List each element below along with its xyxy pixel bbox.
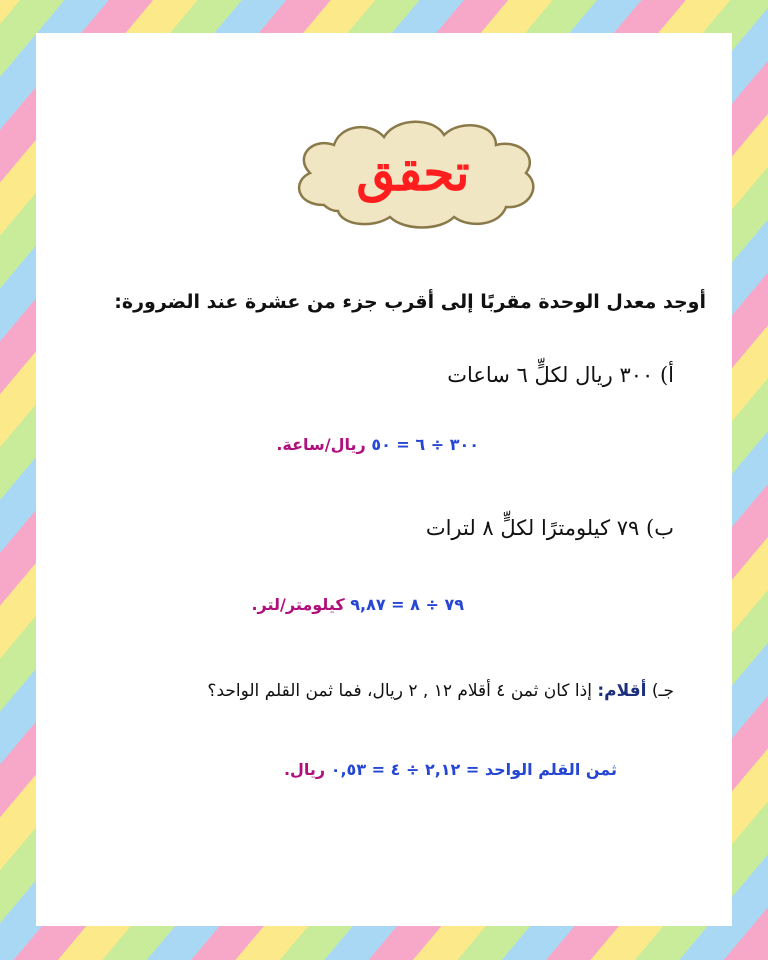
question-text: ٧٩ كيلومترًا لكلٍّ ٨ لترات (425, 516, 640, 540)
answer-unit: ريال. (283, 760, 326, 779)
question-label: ب) (646, 516, 674, 540)
answer-b (251, 595, 464, 614)
answer-a (276, 435, 479, 454)
worksheet-page (36, 33, 732, 926)
page-title: تحقق (356, 143, 470, 202)
answer-expression: ثمن القلم الواحد = ٢,١٢ ÷ ٤ = ٠,٥٣ (330, 760, 617, 779)
question-b (426, 516, 674, 540)
question-text: ٣٠٠ ريال لكلٍّ ٦ ساعات (447, 363, 654, 387)
answer-expression: ٣٠٠ ÷ ٦ = ٥٠ (371, 435, 479, 454)
question-a (447, 363, 674, 387)
answer-unit: كيلومتر/لتر. (251, 595, 345, 614)
question-keyword: أقلام: (597, 681, 647, 701)
question-c (207, 681, 674, 701)
instruction-text: أوجد معدل الوحدة مقربًا إلى أقرب جزء من عشرة عند الضرورة: (114, 291, 706, 313)
answer-c (284, 760, 617, 779)
answer-expression: ٧٩ ÷ ٨ = ٩,٨٧ (350, 595, 464, 614)
answer-unit: ريال/ساعة. (276, 435, 366, 454)
question-label: أ) (659, 363, 674, 387)
question-text: إذا كان ثمن ٤ أقلام ١٢ , ٢ ريال، فما ثمن القلم الواحد؟ (207, 681, 592, 701)
question-label: جـ) (651, 681, 674, 701)
